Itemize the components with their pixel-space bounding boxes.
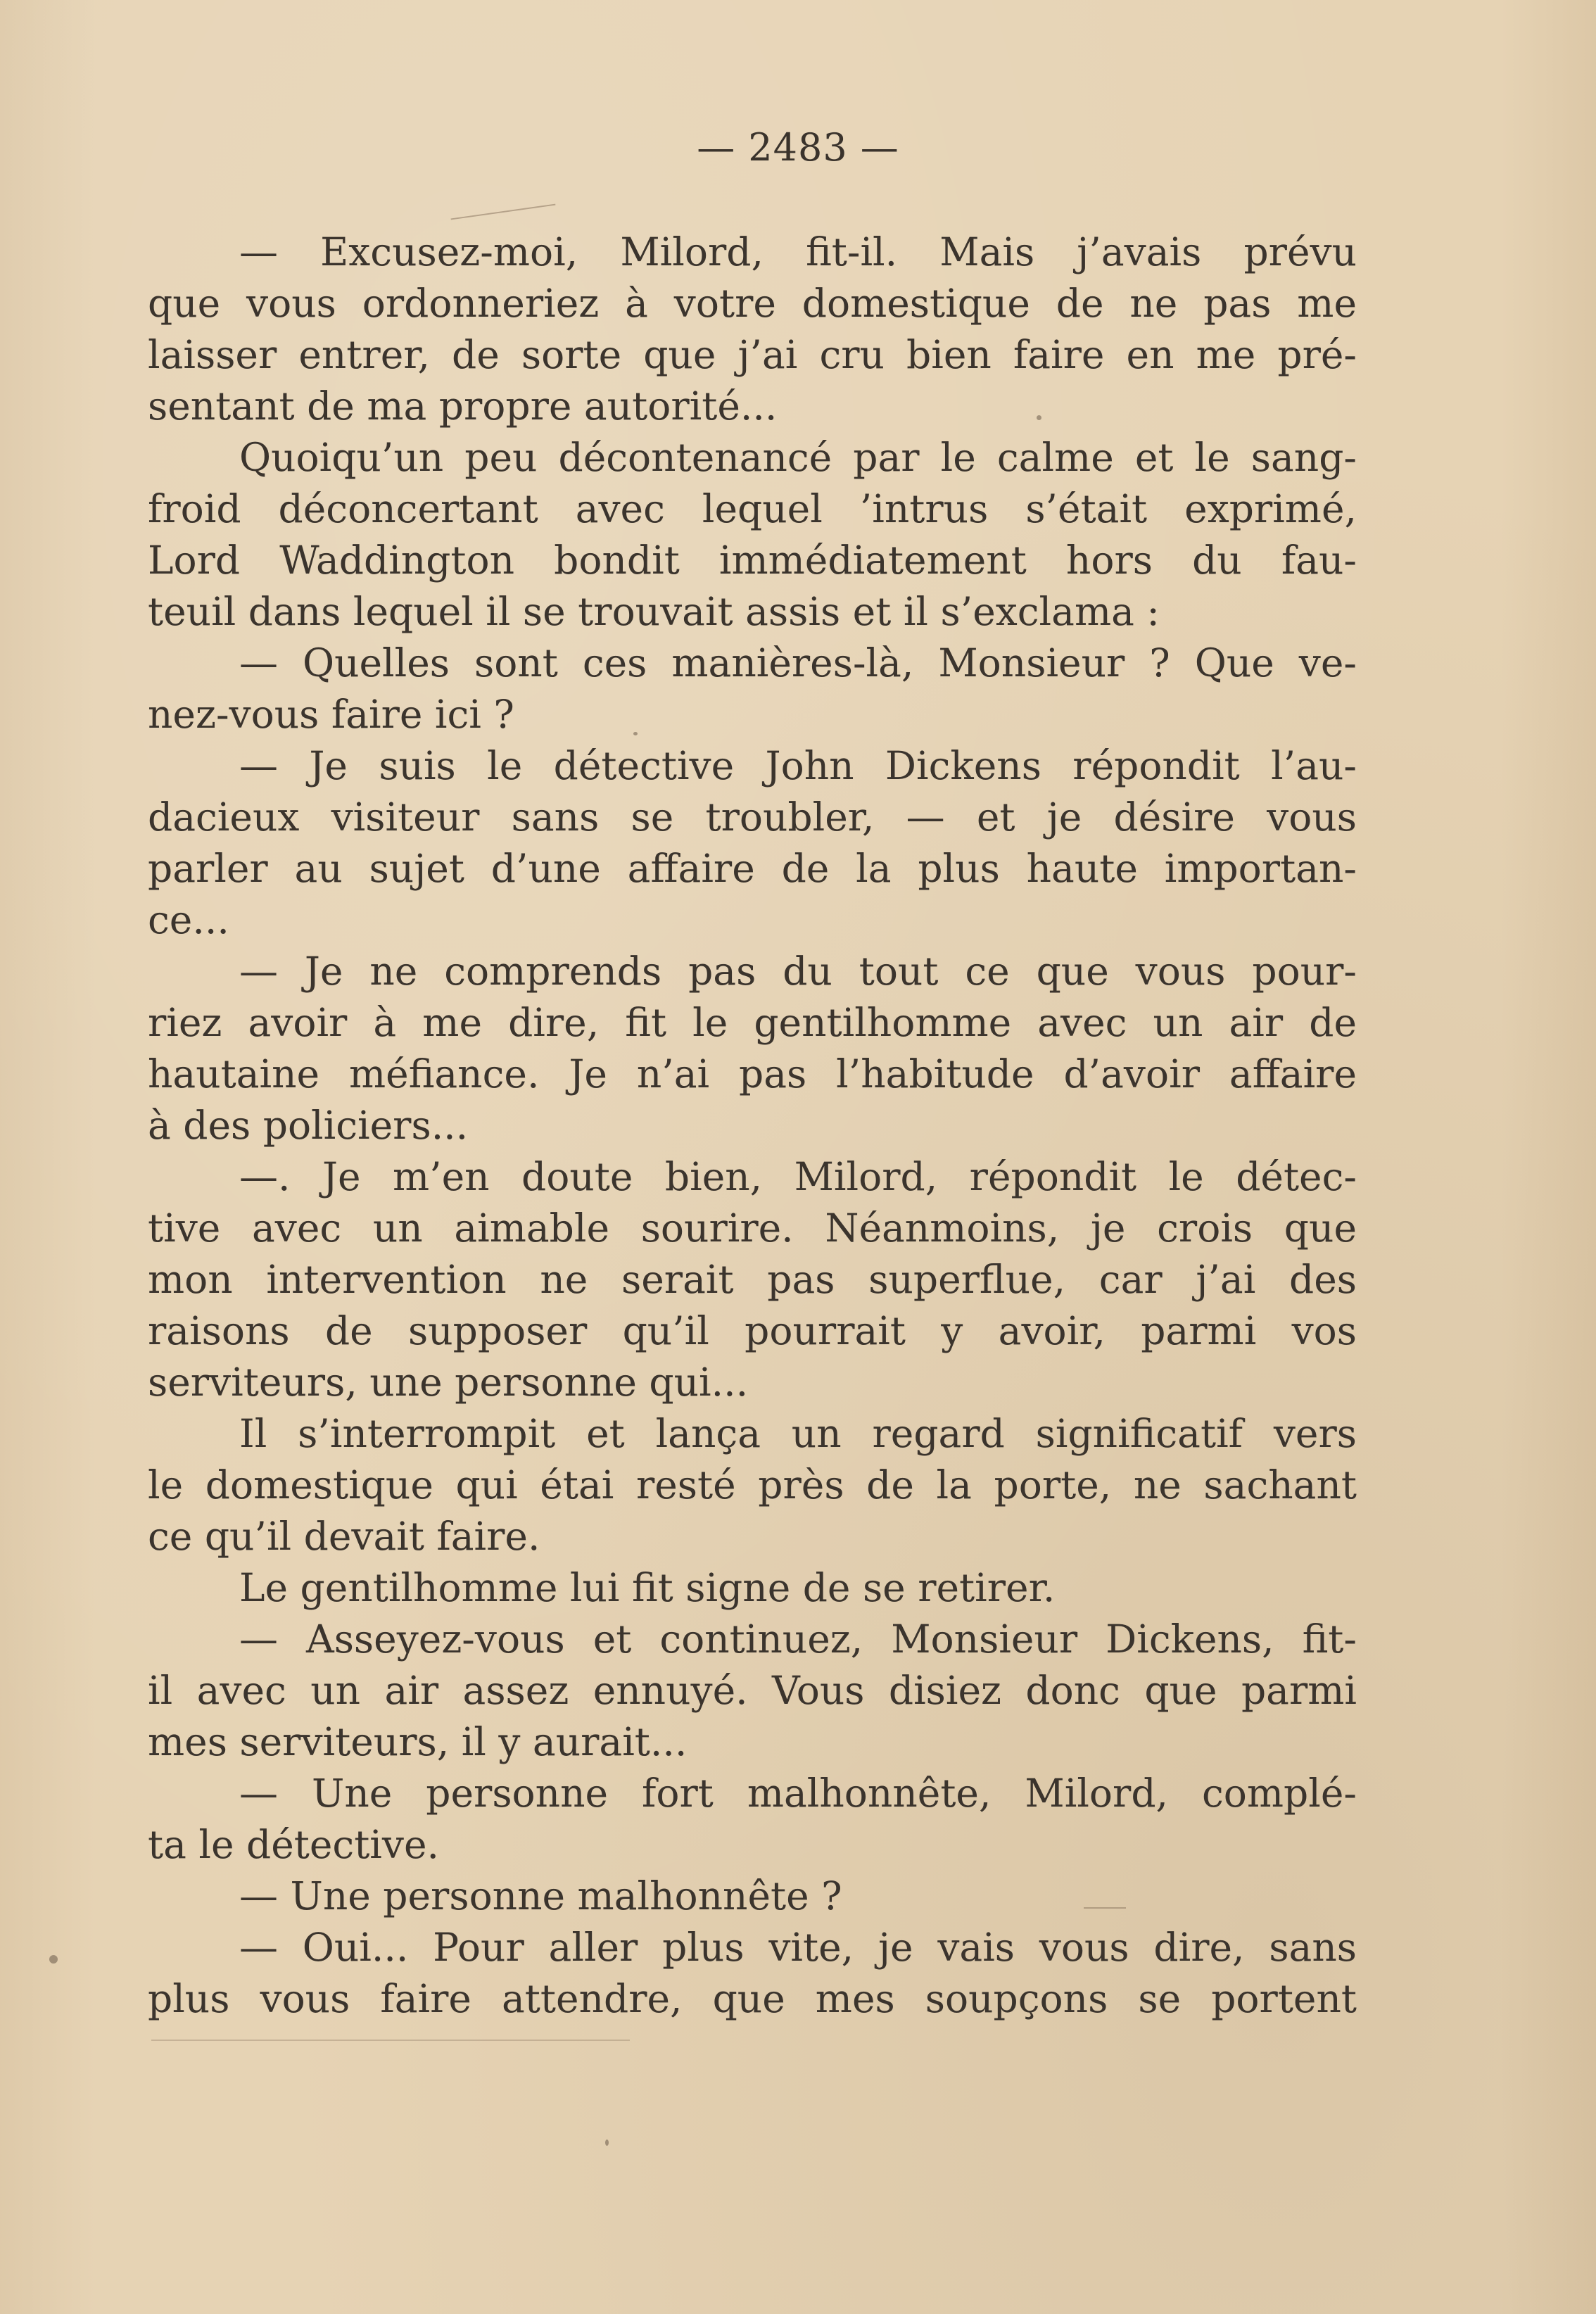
text-line: ce qu’il devait faire.: [148, 1514, 540, 1559]
text-line: — Asseyez-vous et continuez, Monsieur Dickens, fit-: [239, 1617, 1357, 1662]
pencil-mark: [451, 204, 556, 220]
page-number: [0, 125, 1596, 170]
pencil-mark: [1084, 1907, 1126, 1909]
ink-speck: [633, 732, 638, 735]
text-line: mes serviteurs, il y aurait...: [148, 1719, 688, 1764]
text-line: parler au sujet d’une affaire de la plus haute importan-: [148, 846, 1357, 891]
text-line: ce...: [148, 897, 229, 942]
text-line: plus vous faire attendre, que mes soupçons se portent: [148, 1976, 1357, 2021]
text-line: serviteurs, une personne qui...: [148, 1360, 749, 1405]
page-number-dash-right: —: [860, 125, 899, 170]
text-line: — Quelles sont ces manières-là, Monsieur ? Que ve-: [239, 640, 1357, 685]
text-line: — Excusez-moi, Milord, fit-il. Mais j’avais prévu: [239, 229, 1357, 274]
text-line: il avec un air assez ennuyé. Vous disiez donc que parmi: [148, 1668, 1357, 1713]
text-line: —. Je m’en doute bien, Milord, répondit le détec-: [239, 1154, 1357, 1199]
text-line: froid déconcertant avec lequel ’intrus s’était exprimé,: [148, 486, 1357, 531]
text-line: Quoiqu’un peu décontenancé par le calme et le sang-: [239, 435, 1357, 480]
text-line: teuil dans lequel il se trouvait assis et il s’exclama :: [148, 589, 1160, 634]
text-line: Il s’interrompit et lança un regard significatif vers: [239, 1411, 1357, 1456]
text-line: riez avoir à me dire, fit le gentilhomme avec un air de: [148, 1000, 1357, 1045]
text-line: — Je ne comprends pas du tout ce que vous pour-: [239, 949, 1357, 994]
text-line: nez-vous faire ici ?: [148, 692, 514, 737]
text-line: — Oui... Pour aller plus vite, je vais vous dire, sans: [239, 1925, 1357, 1970]
text-line: ta le détective.: [148, 1822, 440, 1867]
text-line: le domestique qui étai resté près de la porte, ne sachant: [148, 1462, 1357, 1507]
text-line: — Une personne malhonnête ?: [239, 1873, 842, 1918]
text-line: raisons de supposer qu’il pourrait y avoir, parmi vos: [148, 1308, 1357, 1353]
text-line: laisser entrer, de sorte que j’ai cru bien faire en me pré-: [148, 332, 1357, 377]
text-line: Le gentilhomme lui fit signe de se retirer.: [239, 1565, 1056, 1610]
ink-speck: [49, 1955, 58, 1964]
text-line: hautaine méfiance. Je n’ai pas l’habitude d’avoir affaire: [148, 1051, 1357, 1096]
page-number-value: 2483: [748, 125, 848, 170]
underline-mark: [151, 2040, 630, 2041]
ink-speck: [1037, 415, 1041, 420]
text-line: mon intervention ne serait pas superflue, car j’ai des: [148, 1257, 1357, 1302]
text-line: — Je suis le détective John Dickens répondit l’au-: [239, 743, 1357, 788]
page-number-dash-left: —: [697, 125, 736, 170]
text-line: — Une personne fort malhonnête, Milord, complé-: [239, 1771, 1357, 1816]
text-line: que vous ordonneriez à votre domestique de ne pas me: [148, 281, 1357, 326]
text-line: dacieux visiteur sans se troubler, — et je désire vous: [148, 795, 1357, 840]
text-line: Lord Waddington bondit immédiatement hors du fau-: [148, 538, 1357, 583]
text-line: à des policiers...: [148, 1103, 469, 1148]
body-text: [148, 227, 1357, 2025]
text-line: sentant de ma propre autorité...: [148, 384, 778, 429]
text-line: tive avec un aimable sourire. Néanmoins, je crois que: [148, 1206, 1357, 1251]
ink-speck: [605, 2139, 609, 2146]
